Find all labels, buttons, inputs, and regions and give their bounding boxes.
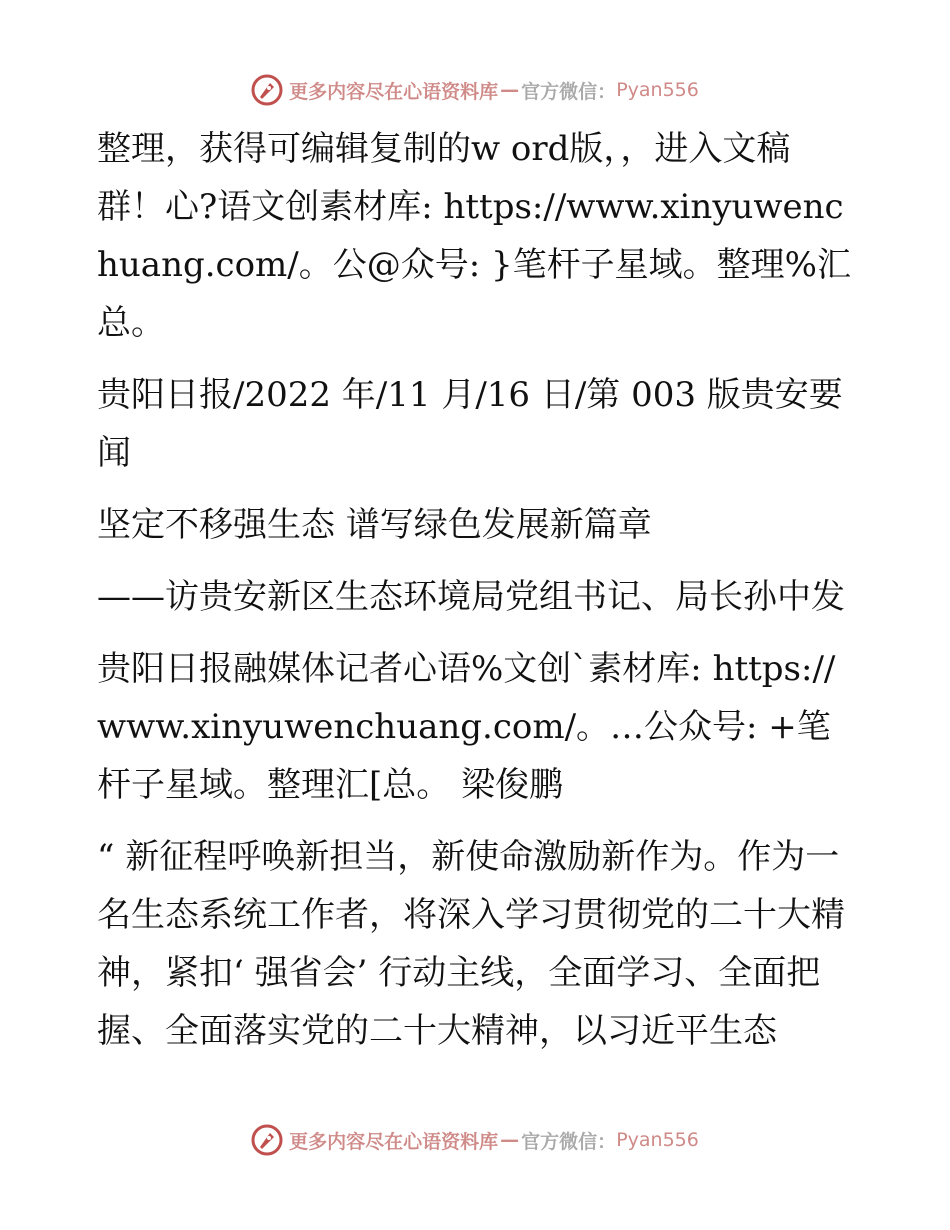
banner-separator: — [500,1129,520,1151]
pen-nib-logo-icon [251,74,283,106]
banner-main-text: 更多内容尽在心语资料库 [289,80,499,103]
document-body [97,120,857,1074]
pen-nib-logo-icon [251,1124,283,1156]
header-banner [0,70,950,110]
byline: 贵阳日报融媒体记者心语%文创`素材库: https://www.xinyuwenchuang.com/。…公众号: +笔杆子星域。整理汇[总。 梁俊鹏 [97,649,836,805]
body-paragraph: “ 新征程呼唤新担当，新使命激励新作为。作为一名生态系统工作者，将深入学习贯彻党的二十大精神，紧扣‘ 强省会’ 行动主线，全面学习、全面把握、全面落实党的二十大精神，以习近平生态 [97,837,845,1051]
banner-main-text: 更多内容尽在心语资料库 [289,1130,499,1153]
banner-wechat-label: 官方微信： [521,1130,617,1153]
footer-banner [0,1120,950,1160]
source-line: 贵阳日报/2022 年/11 月/16 日/第 003 版贵安要闻 [97,375,843,473]
banner-wechat-id: Pyan556 [616,1129,699,1151]
article-title: 坚定不移强生态 谱写绿色发展新篇章 [97,505,652,545]
banner-separator: — [500,79,520,101]
intro-paragraph: 整理，获得可编辑复制的w ord版，，进入文稿群！心?语文创素材库: https://www.xinyuwenchuang.com/。公@众号: }笔杆子星域。整理%汇总。 [97,129,851,343]
article-subtitle: ——访贵安新区生态环境局党组书记、局长孙中发 [97,577,845,617]
banner-wechat-id: Pyan556 [616,79,699,101]
banner-wechat-label: 官方微信： [521,80,617,103]
